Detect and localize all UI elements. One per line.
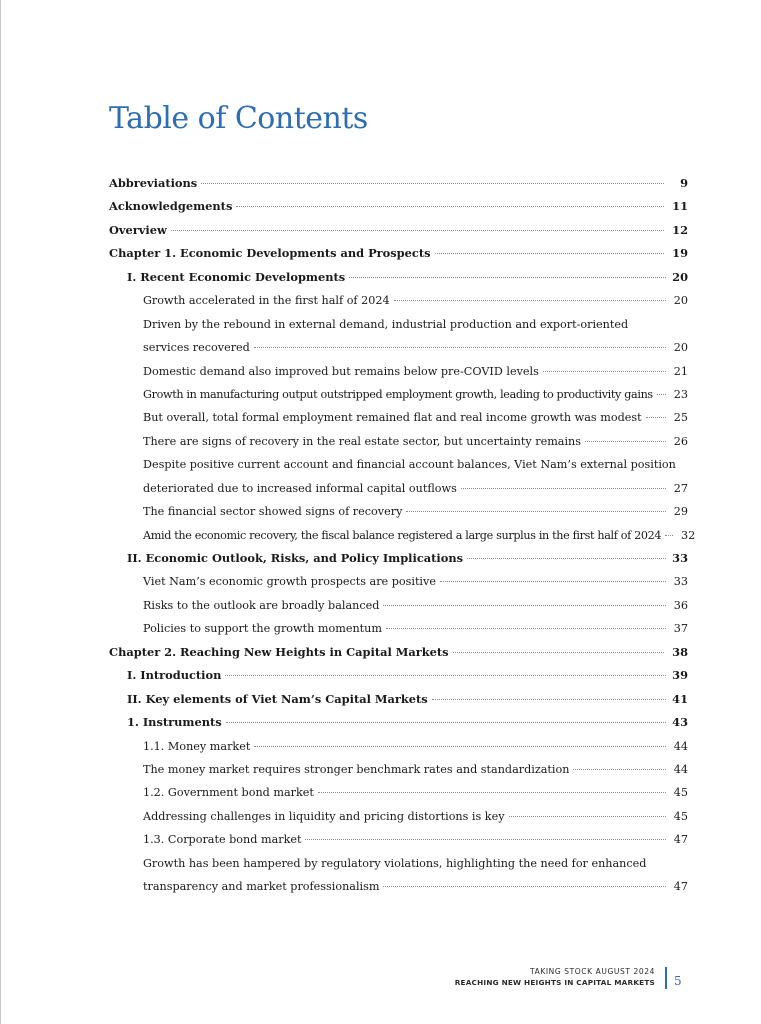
page-number: 5 — [674, 974, 682, 988]
toc-entry-page: 11 — [672, 199, 688, 214]
toc-entry-page: 36 — [673, 598, 688, 612]
toc-entry[interactable] — [109, 430, 688, 453]
toc-entry[interactable] — [109, 781, 688, 804]
toc-entry-title: Risks to the outlook are broadly balanced — [143, 598, 380, 612]
toc-entry-page: 25 — [673, 411, 688, 425]
toc-entry[interactable] — [109, 383, 688, 406]
toc-entry-page: 39 — [672, 668, 688, 683]
toc-entry-title: 1.3. Corporate bond market — [143, 833, 302, 847]
toc-entry-title: The money market requires stronger benchmark rates and standardization — [143, 762, 570, 776]
toc-entry-title: Driven by the rebound in external demand, industrial production and export-oriented — [143, 317, 629, 331]
dot-leader — [440, 581, 666, 582]
toc-entry[interactable] — [109, 313, 688, 336]
dot-leader — [383, 886, 666, 887]
toc-entry-page: 20 — [673, 294, 688, 308]
toc-entry-page: 45 — [673, 809, 688, 823]
footer-report-title: TAKING STOCK AUGUST 2024 — [530, 967, 655, 976]
toc-entry-page: 45 — [673, 786, 688, 800]
dot-leader — [394, 300, 666, 301]
dot-leader — [171, 230, 664, 231]
toc-entry[interactable] — [109, 758, 688, 781]
toc-entry-title: The financial sector showed signs of recovery — [143, 505, 403, 519]
dot-leader — [254, 347, 666, 348]
dot-leader — [657, 394, 666, 395]
toc-entry[interactable] — [109, 219, 688, 242]
toc-entry-title: transparency and market professionalism — [143, 880, 380, 894]
toc-entry-page: 26 — [673, 434, 688, 448]
toc-entry-page: 19 — [672, 246, 688, 261]
toc-entry-page: 9 — [680, 176, 688, 190]
toc-entry[interactable] — [109, 242, 688, 265]
toc-entry-title: II. Economic Outlook, Risks, and Policy Implications — [127, 551, 464, 565]
toc-entry[interactable] — [109, 805, 688, 828]
toc-entry-page: 33 — [672, 551, 688, 565]
dot-leader — [236, 206, 664, 207]
dot-leader — [406, 511, 666, 512]
toc-entry-page: 37 — [673, 622, 688, 636]
dot-leader — [225, 675, 666, 676]
toc-entry-page: 33 — [673, 575, 688, 589]
toc-entry-page: 38 — [672, 644, 688, 659]
dot-leader — [543, 371, 666, 372]
toc-entry-page: 12 — [672, 222, 688, 237]
toc-entry[interactable] — [109, 289, 688, 312]
toc-entry[interactable] — [109, 664, 688, 687]
toc-entry-title: 1. Instruments — [127, 715, 222, 730]
toc-entry-title: Acknowledgements — [109, 199, 233, 214]
toc-entry-title: deteriorated due to increased informal capital outflows — [143, 481, 457, 495]
toc-entry-title: Despite positive current account and financial account balances, Viet Nam’s external position — [143, 458, 676, 472]
toc-entry-page: 23 — [673, 387, 688, 401]
toc-entry-title: 1.1. Money market — [143, 739, 251, 753]
toc-entry[interactable] — [109, 688, 688, 711]
footer — [455, 966, 655, 989]
table-of-contents — [109, 172, 696, 899]
dot-leader — [349, 277, 666, 278]
toc-entry-page: 47 — [673, 833, 688, 847]
toc-entry[interactable] — [109, 500, 688, 523]
toc-entry-title: Growth accelerated in the first half of 2024 — [143, 294, 390, 308]
dot-leader — [386, 628, 666, 629]
toc-entry[interactable] — [109, 172, 688, 195]
toc-entry[interactable] — [109, 875, 688, 898]
toc-entry[interactable] — [109, 266, 688, 289]
footer-report-subtitle: REACHING NEW HEIGHTS IN CAPITAL MARKETS — [454, 978, 655, 987]
footer-divider — [665, 967, 667, 989]
dot-leader — [432, 699, 666, 700]
toc-entry-title: Viet Nam’s economic growth prospects are positive — [143, 575, 436, 589]
toc-entry-title: Abbreviations — [109, 176, 198, 190]
toc-entry-title: Growth in manufacturing output outstripped employment growth, leading to productivity gains — [143, 387, 653, 401]
toc-entry-page: 29 — [673, 505, 688, 519]
dot-leader — [201, 183, 664, 184]
toc-entry[interactable] — [109, 617, 688, 640]
toc-entry[interactable] — [109, 336, 688, 359]
dot-leader — [435, 253, 665, 254]
toc-entry-title: Overview — [109, 222, 167, 237]
toc-entry-page: 32 — [680, 528, 696, 542]
dot-leader — [646, 417, 666, 418]
dot-leader — [509, 816, 666, 817]
toc-entry-page: 27 — [673, 481, 688, 495]
toc-entry[interactable] — [109, 524, 696, 547]
toc-entry-title: 1.2. Government bond market — [143, 786, 314, 800]
toc-entry-title: But overall, total formal employment remained flat and real income growth was modest — [143, 411, 642, 425]
toc-entry[interactable] — [109, 360, 688, 383]
toc-entry-page: 43 — [672, 715, 688, 730]
toc-entry-title: I. Recent Economic Developments — [127, 269, 346, 284]
dot-leader — [453, 652, 664, 653]
toc-entry[interactable] — [109, 594, 688, 617]
toc-entry[interactable] — [109, 735, 688, 758]
toc-entry[interactable] — [109, 547, 688, 570]
toc-entry-title: Growth has been hampered by regulatory violations, highlighting the need for enhanced — [143, 856, 647, 870]
dot-leader — [665, 535, 673, 536]
toc-entry-title: Policies to support the growth momentum — [143, 622, 382, 636]
toc-entry-title: services recovered — [143, 341, 250, 355]
toc-entry[interactable] — [109, 195, 688, 218]
page-edge-rule — [0, 0, 1, 1024]
toc-entry-page: 47 — [673, 880, 688, 894]
toc-entry-title: Chapter 2. Reaching New Heights in Capital Markets — [109, 644, 449, 659]
dot-leader — [585, 441, 666, 442]
toc-entry[interactable] — [109, 828, 688, 851]
dot-leader — [573, 769, 666, 770]
dot-leader — [305, 839, 666, 840]
dot-leader — [254, 746, 666, 747]
toc-entry-title: Domestic demand also improved but remains below pre-COVID levels — [143, 364, 539, 378]
toc-entry[interactable] — [109, 570, 688, 593]
toc-entry-page: 41 — [672, 691, 688, 706]
toc-entry-title: II. Key elements of Viet Nam’s Capital Markets — [127, 691, 428, 706]
toc-entry-title: I. Introduction — [127, 668, 222, 683]
toc-entry-page: 44 — [673, 739, 688, 753]
toc-entry[interactable] — [109, 711, 688, 734]
toc-entry-title: Addressing challenges in liquidity and pricing distortions is key — [143, 809, 505, 823]
toc-entry-page: 44 — [673, 762, 688, 776]
dot-leader — [383, 605, 666, 606]
toc-entry[interactable] — [109, 406, 688, 429]
page-title: Table of Contents — [109, 101, 368, 136]
toc-entry-title: There are signs of recovery in the real estate sector, but uncertainty remains — [143, 434, 581, 448]
dot-leader — [226, 722, 666, 723]
toc-entry[interactable] — [109, 453, 688, 476]
dot-leader — [467, 558, 666, 559]
dot-leader — [318, 792, 666, 793]
toc-entry[interactable] — [109, 641, 688, 664]
toc-entry[interactable] — [109, 477, 688, 500]
toc-entry-page: 21 — [673, 364, 688, 378]
toc-entry[interactable] — [109, 852, 688, 875]
toc-entry-title: Chapter 1. Economic Developments and Prospects — [109, 246, 431, 261]
toc-entry-page: 20 — [672, 269, 688, 284]
dot-leader — [461, 488, 666, 489]
toc-entry-title: Amid the economic recovery, the fiscal balance registered a large surplus in the first half of 2024 — [143, 528, 662, 542]
toc-entry-page: 20 — [673, 341, 688, 355]
